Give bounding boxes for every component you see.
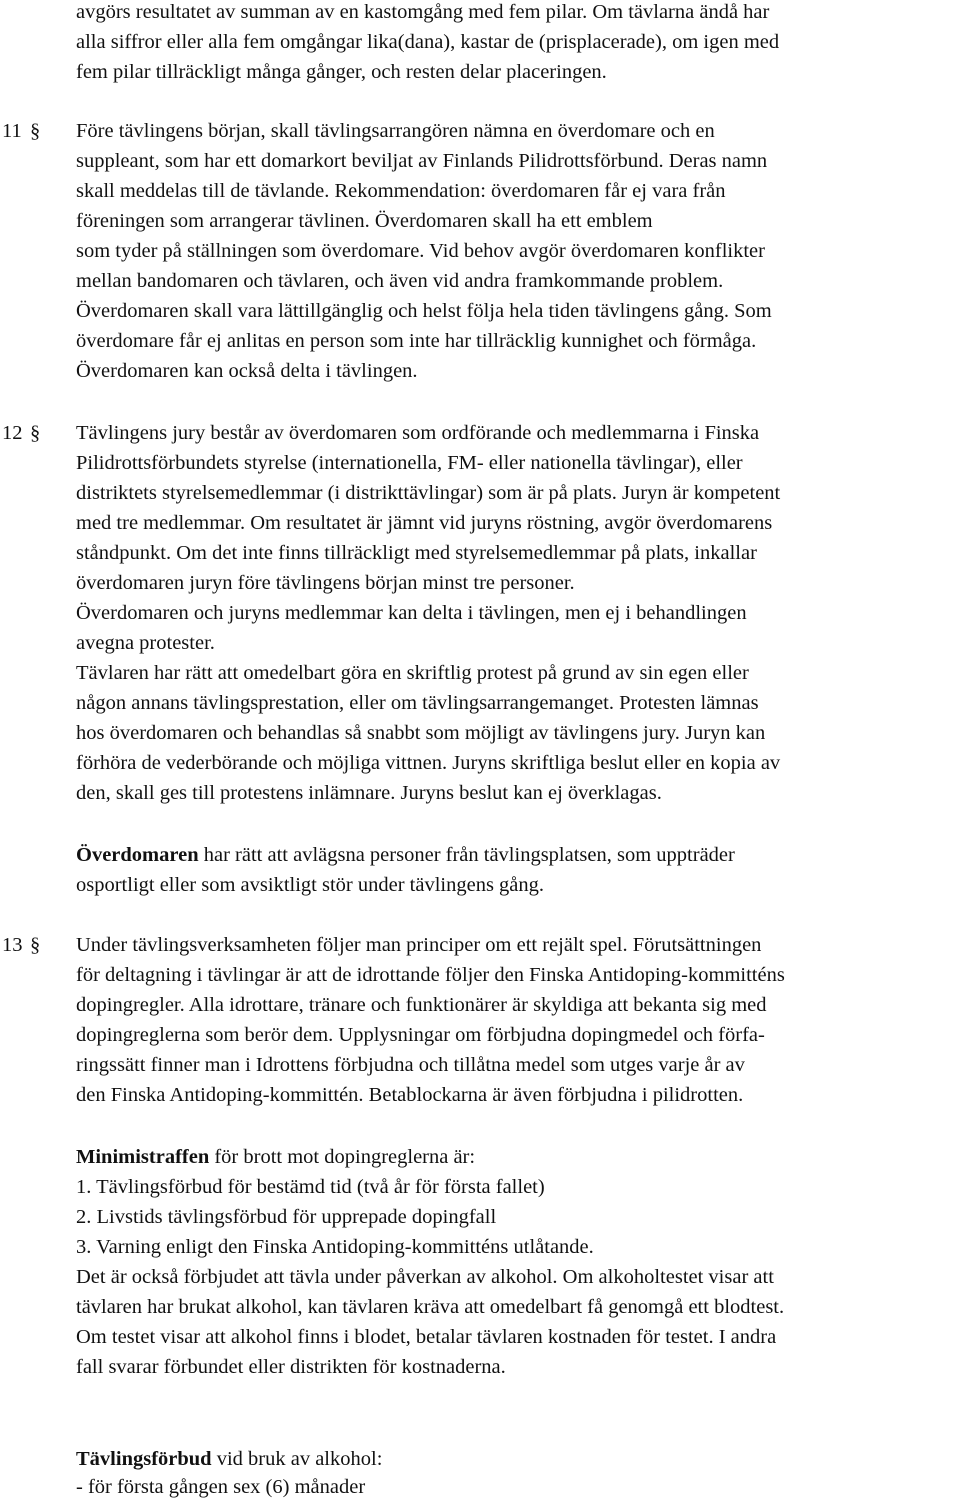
section-13-line: dopingregler. Alla idrottare, tränare och funktionärer är skyldiga att bekanta sig med [76,994,767,1016]
alcohol-line: tävlaren har brukat alkohol, kan tävlaren kräva att omedelbart få genomgå ett blodtest. [76,1296,785,1318]
tavlingsforbud-heading [76,1444,382,1474]
list-item: 1. Tävlingsförbud för bestämd tid (två år för första fallet) [76,1176,545,1198]
alcohol-line: Om testet visar att alkohol finns i blodet, betalar tävlaren kostnaden för testet. I andra [76,1326,777,1348]
section-11-line: skall meddelas till de tävlande. Rekommendation: överdomaren får ej vara från [76,180,726,202]
section-13-line: dopingreglerna som berör dem. Upplysningar om förbjudna dopingmedel och förfa- [76,1024,765,1046]
intro-line: fem pilar tillräckligt många gånger, och resten delar placeringen. [76,61,607,83]
section-11-line: Före tävlingens början, skall tävlingsarrangören nämna en överdomare och en [76,120,715,142]
alcohol-line: Det är också förbjudet att tävla under påverkan av alkohol. Om alkoholtestet visar att [76,1266,774,1288]
section-12-line: överdomaren juryn före tävlingens början minst tre personer. [76,572,575,594]
section-13-line: ringssätt finner man i Idrottens förbjudna och tillåtna medel som utges varje år av [76,1054,745,1076]
intro-line: alla siffror eller alla fem omgångar lika(dana), kastar de (prisplacerade), om igen med [76,31,780,53]
section-12-line: ståndpunkt. Om det inte finns tillräckligt med styrelsemedlemmar på plats, inkallar [76,542,757,564]
section-sign-icon: § [30,422,41,444]
section-12-line: Tävlingens jury består av överdomaren som ordförande och medlemmarna i Finska [76,422,760,444]
section-13-line: för deltagning i tävlingar är att de idrottande följer den Finska Antidoping-kommitténs [76,964,785,986]
section-11-line: mellan bandomaren och tävlaren, och även vid andra framkommande problem. [76,270,724,292]
section-number: 11 [2,120,22,142]
minimistraffen-heading [76,1142,475,1172]
section-12-line: förhöra de vederbörande och möjliga vittnen. Juryns skriftliga beslut eller en kopia av [76,752,781,774]
paragraph-text: har rätt att avlägsna personer från tävlingsplatsen, som uppträder [198,844,735,866]
section-12-line: med tre medlemmar. Om resultatet är jämnt vid juryns röstning, avgör överdomarens [76,512,773,534]
section-number: 12 [2,422,23,444]
section-sign-icon: § [30,934,41,956]
intro-line: avgörs resultatet av summan av en kastomgång med fem pilar. Om tävlarna ändå har [76,1,770,23]
section-12-line: Tävlaren har rätt att omedelbart göra en skriftlig protest på grund av sin egen eller [76,662,749,684]
bold-term: Överdomaren [76,844,199,866]
list-item: 2. Livstids tävlingsförbud för upprepade dopingfall [76,1206,497,1228]
section-11-line: föreningen som arrangerar tävlinen. Överdomaren skall ha ett emblem [76,210,653,232]
section-12-line: den, skall ges till protestens inlämnare. Juryns beslut kan ej överklagas. [76,782,662,804]
section-11-line: suppleant, som har ett domarkort beviljat av Finlands Pilidrottsförbund. Deras namn [76,150,768,172]
section-12-line: Överdomaren och juryns medlemmar kan delta i tävlingen, men ej i behandlingen [76,602,747,624]
list-item: 3. Varning enligt den Finska Antidoping-kommitténs utlåtande. [76,1236,594,1258]
section-12-line: osportligt eller som avsiktligt stör under tävlingens gång. [76,874,545,896]
section-11-line: Överdomaren skall vara lättillgänglig och helst följa hela tiden tävlingens gång. Som [76,300,772,322]
section-13-line: den Finska Antidoping-kommittén. Betablockarna är även förbjudna i pilidrotten. [76,1084,744,1106]
section-11-line: Överdomaren kan också delta i tävlingen. [76,360,418,382]
section-11-line: överdomare får ej anlitas en person som inte har tillräcklig kunnighet och förmåga. [76,330,757,352]
section-11-line: som tyder på ställningen som överdomare. Vid behov avgör överdomaren konflikter [76,240,765,262]
list-item: - för första gången sex (6) månader [76,1476,366,1498]
heading-text: vid bruk av alkohol: [211,1448,383,1470]
section-12-line: hos överdomaren och behandlas så snabbt som möjligt av tävlingens jury. Juryn kan [76,722,766,744]
section-12-line: någon annans tävlingsprestation, eller om tävlingsarrangemanget. Protesten lämnas [76,692,759,714]
bold-term: Tävlingsförbud [76,1448,212,1470]
bold-term: Minimistraffen [76,1146,210,1168]
section-number: 13 [2,934,23,956]
section-12-line: avegna protester. [76,632,215,654]
section-12-line: distriktets styrelsemedlemmar (i distrikttävlingar) som är på plats. Juryn är kompetent [76,482,781,504]
section-12-line: Pilidrottsförbundets styrelse (internationella, FM- eller nationella tävlingar), eller [76,452,743,474]
alcohol-line: fall svarar förbundet eller distrikten för kostnaderna. [76,1356,506,1378]
heading-text: för brott mot dopingreglerna är: [209,1146,476,1168]
section-12-bold-paragraph [76,840,735,870]
section-13-line: Under tävlingsverksamheten följer man principer om ett rejält spel. Förutsättningen [76,934,762,956]
section-sign-icon: § [30,120,41,142]
